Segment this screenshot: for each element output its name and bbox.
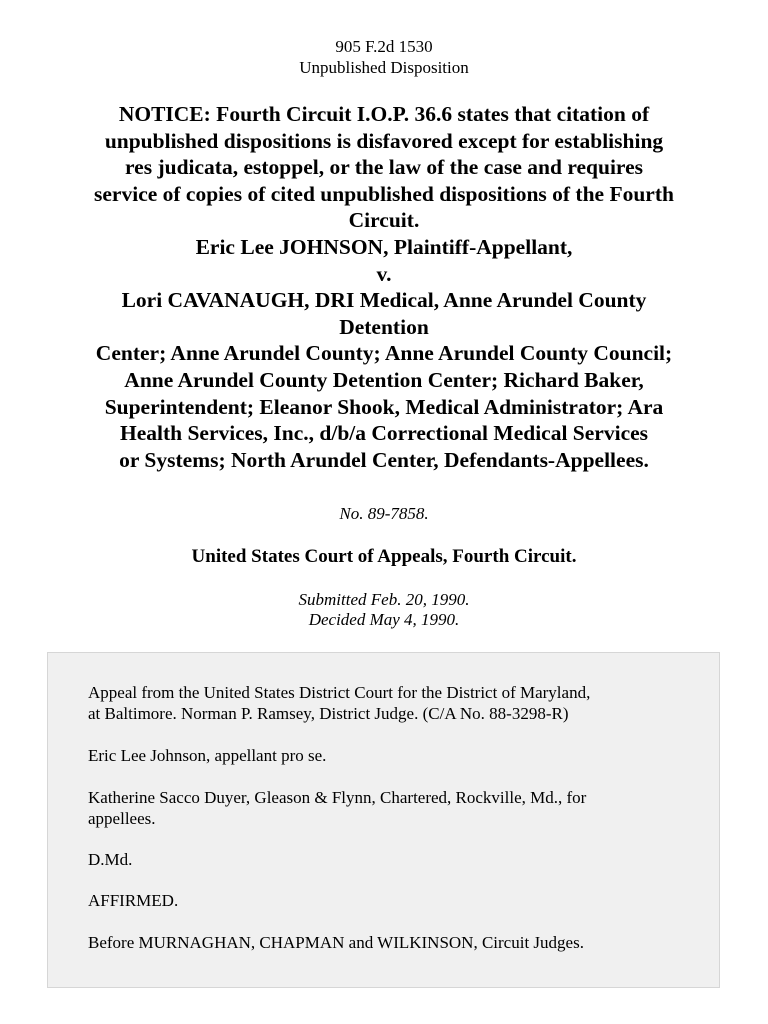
judges-panel: Before MURNAGHAN, CHAPMAN and WILKINSON, Circuit Judges.: [88, 933, 584, 952]
court-name: United States Court of Appeals, Fourth Circuit.: [191, 546, 577, 567]
docket-number: No. 89-7858.: [339, 504, 429, 523]
reporter-citation: 905 F.2d 1530: [335, 37, 433, 56]
plaintiff-line: Eric Lee JOHNSON, Plaintiff-Appellant,: [195, 234, 573, 259]
disposition-result: AFFIRMED.: [88, 891, 179, 910]
defendants-line: Health Services, Inc., d/b/a Correctional Medical Services: [119, 421, 649, 446]
district-label: D.Md.: [88, 850, 133, 869]
defendants-line: or Systems; North Arundel Center, Defendants-Appellees.: [119, 447, 649, 472]
appeal-line: Appeal from the United States District Court for the District of Maryland,: [88, 683, 591, 702]
case-dates: [0, 590, 768, 630]
versus-line: v.: [376, 261, 392, 286]
decided-date: Decided May 4, 1990.: [308, 610, 460, 629]
case-heading: [40, 101, 728, 473]
defendants-line: Anne Arundel County Detention Center; Richard Baker,: [124, 367, 644, 392]
citation-block: [0, 36, 768, 78]
appellee-counsel-line: appellees.: [88, 809, 156, 828]
disposition-label: Unpublished Disposition: [299, 58, 469, 77]
notice-line: NOTICE: Fourth Circuit I.O.P. 36.6 states that citation of: [118, 102, 650, 126]
appellee-counsel-line: Katherine Sacco Duyer, Gleason & Flynn, Chartered, Rockville, Md., for: [88, 788, 587, 807]
notice-line: service of copies of cited unpublished dispositions of the Fourth: [94, 181, 674, 206]
defendants-line: Superintendent; Eleanor Shook, Medical Administrator; Ara: [104, 394, 664, 419]
notice-line: res judicata, estoppel, or the law of the case and requires: [125, 155, 643, 180]
appeal-paragraph: [88, 682, 688, 724]
appellant-counsel: Eric Lee Johnson, appellant pro se.: [88, 746, 327, 765]
defendants-line: Lori CAVANAUGH, DRI Medical, Anne Arundel County: [121, 288, 647, 313]
notice-line: unpublished dispositions is disfavored except for establishing: [104, 128, 664, 153]
case-summary-box: [47, 652, 720, 988]
appeal-line: at Baltimore. Norman P. Ramsey, District Judge. (C/A No. 88-3298-R): [88, 704, 569, 723]
appellee-counsel-paragraph: [88, 787, 688, 829]
defendants-line: Center; Anne Arundel County; Anne Arundel County Council;: [95, 341, 673, 366]
defendants-line: Detention: [339, 314, 429, 339]
notice-line: Circuit.: [348, 208, 420, 233]
submitted-date: Submitted Feb. 20, 1990.: [298, 590, 470, 609]
